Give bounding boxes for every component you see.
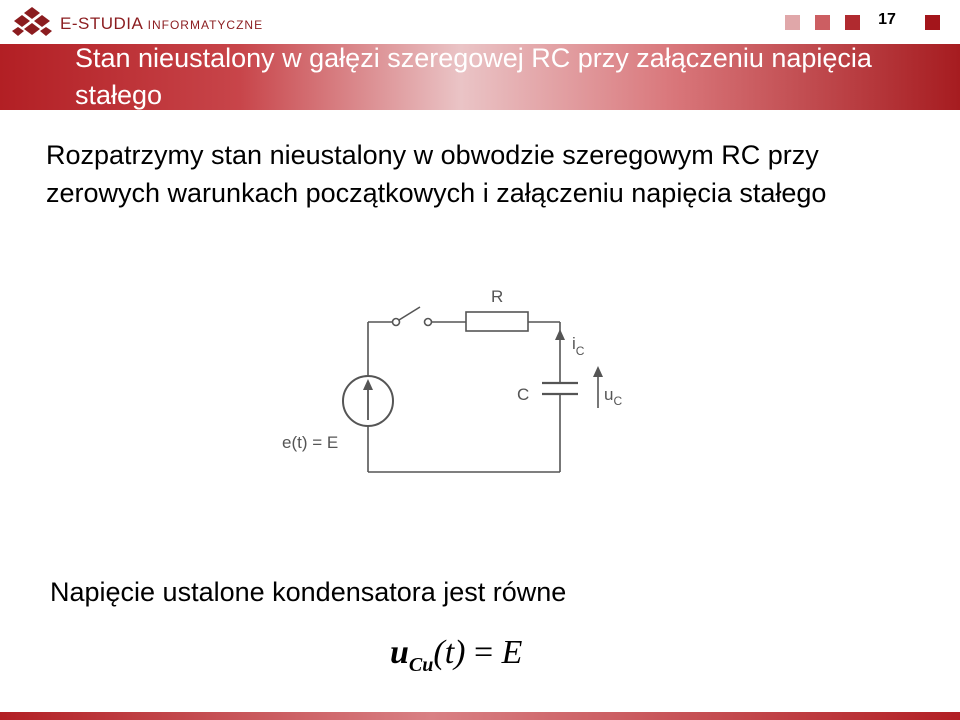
label-current <box>572 334 585 358</box>
label-current-sub: C <box>575 344 585 358</box>
switch-blade <box>399 307 420 320</box>
slide-title: Stan nieustalony w gałęzi szeregowej RC przy załączeniu napięcia stałego <box>75 43 872 110</box>
formula <box>390 634 523 676</box>
voltage-arrow-icon <box>593 366 603 408</box>
label-source: e(t) = E <box>282 433 339 452</box>
logo <box>10 5 270 39</box>
logo-mark-icon <box>10 5 54 39</box>
decor-square-4 <box>925 15 940 30</box>
source-arrow-icon <box>363 379 373 420</box>
rc-circuit-diagram <box>280 280 640 480</box>
resistor <box>466 312 528 331</box>
decor-square-2 <box>815 15 830 30</box>
label-capacitor: C <box>517 385 530 404</box>
bottom-bar <box>0 712 960 720</box>
label-voltage-sub: C <box>613 394 623 408</box>
brand-name <box>60 14 263 34</box>
formula-arg: (t) <box>433 634 466 671</box>
current-arrow-icon <box>555 329 565 340</box>
label-current-main: i <box>572 334 576 353</box>
brand-main: E-STUDIA <box>60 14 143 33</box>
formula-eq: = <box>473 634 494 671</box>
decor-square-3 <box>845 15 860 30</box>
decor-square-1 <box>785 15 800 30</box>
intro-text: Rozpatrzymy stan nieustalony w obwodzie szeregowym RC przy zerowych warunkach początkowych i załączeniu napięcia stałego <box>46 140 827 208</box>
label-voltage <box>604 385 622 408</box>
steady-state-text: Napięcie ustalone kondensatora jest równe <box>50 577 567 607</box>
brand-small: INFORMATYCZNE <box>147 18 264 32</box>
formula-var: u <box>390 634 409 671</box>
switch-contact-left <box>393 319 400 326</box>
label-resistor: R <box>491 287 504 306</box>
page-number: 17 <box>878 11 896 28</box>
switch-contact-right <box>425 319 432 326</box>
formula-rhs: E <box>501 634 523 671</box>
formula-sub: Cu <box>408 654 434 676</box>
label-voltage-main: u <box>604 385 614 404</box>
